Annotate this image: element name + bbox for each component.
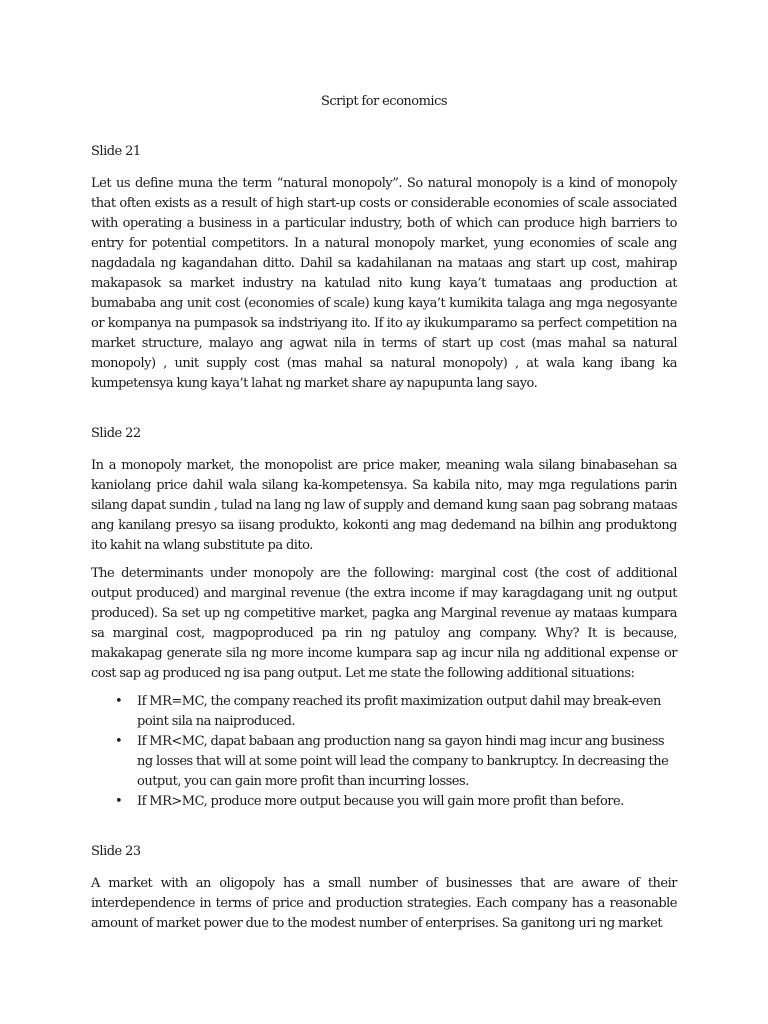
bullet-text: If MR<MC, dapat babaan ang production nang sa gayon hindi mag incur ang business ng losses that will at some point will lead the company to bankruptcy. In decreasing the output, you can gain more profit than incurring losses. bbox=[137, 734, 669, 789]
slide-22-paragraph-1: In a monopoly market, the monopolist are price maker, meaning wala silang binabasehan sa kaniolang price dahil wala silang ka-kompetensya. Sa kabila nito, may mga regulations parin silang dapat sundin , tulad na lang ng law of supply and demand kung saan pag sobrang mataas ang kanilang presyo sa iisang produkto, kokonti ang mag dedemand na bilhin ang produktong ito kahit na wlang substitute pa dito. bbox=[91, 458, 677, 553]
slide-21-heading: Slide 21 bbox=[91, 144, 141, 159]
slide-22-heading: Slide 22 bbox=[91, 426, 141, 441]
bullet-text: If MR>MC, produce more output because you will gain more profit than before. bbox=[137, 794, 624, 809]
slide-22-bullet-list bbox=[91, 692, 677, 812]
bullet-item-mr-greater-than-mc bbox=[91, 792, 677, 812]
slide-22-paragraph-2: The determinants under monopoly are the following: marginal cost (the cost of additional output produced) and marginal revenue (the extra income if may karagdagang unit ng output produced). Sa set up ng competitive market, pagka ang Marginal revenue ay mataas kumpara sa marginal cost, magpoproduced pa rin ng patuloy ang company. Why? It is because, makakapag generate sila ng more income kumpara sap ag incur nila ng additional expense or cost sap ag produced ng isa pang output. Let me state the following additional situations: bbox=[91, 566, 677, 681]
bullet-item-mr-equals-mc bbox=[91, 692, 677, 732]
bullet-item-mr-less-than-mc bbox=[91, 732, 677, 792]
document-title: Script for economics bbox=[320, 94, 448, 109]
slide-23-heading: Slide 23 bbox=[91, 844, 141, 859]
bullet-text: If MR=MC, the company reached its profit maximization output dahil may break-even point sila na naiproduced. bbox=[137, 694, 661, 729]
bullet-icon: • bbox=[115, 794, 123, 809]
section-spacer bbox=[91, 402, 677, 424]
bullet-icon: • bbox=[115, 734, 123, 749]
bullet-icon: • bbox=[115, 694, 123, 709]
section-spacer bbox=[91, 820, 677, 842]
slide-23-paragraph: A market with an oligopoly has a small number of businesses that are aware of their interdependence in terms of price and production strategies. Each company has a reasonable amount of market power due to the modest number of enterprises. Sa ganitong uri ng market bbox=[91, 876, 677, 931]
slide-21-paragraph: Let us define muna the term “natural monopoly”. So natural monopoly is a kind of monopoly that often exists as a result of high start-up costs or considerable economies of scale associated with operating a business in a particular industry, both of which can produce high barriers to entry for potential competitors. In a natural monopoly market, yung economies of scale ang nagdadala ng kagandahan ditto. Dahil sa kadahilanan na mataas ang start up cost, mahirap makapasok sa market industry na katulad nito kung kaya’t tumataas ang production at bumababa ang unit cost (economies of scale) kung kaya’t kumikita talaga ang mga negosyante or kompanya na pumpasok sa indstriyang ito. If ito ay ikukumparamo sa perfect competition na market structure, malayo ang agwat nila in terms of start up cost (mas mahal sa natural monopoly) , unit supply cost (mas mahal sa natural monopoly) , at wala kang ibang ka kumpetensya kung kaya’t lahat ng market share ay napupunta lang sayo. bbox=[91, 176, 677, 391]
document-content bbox=[91, 92, 677, 942]
